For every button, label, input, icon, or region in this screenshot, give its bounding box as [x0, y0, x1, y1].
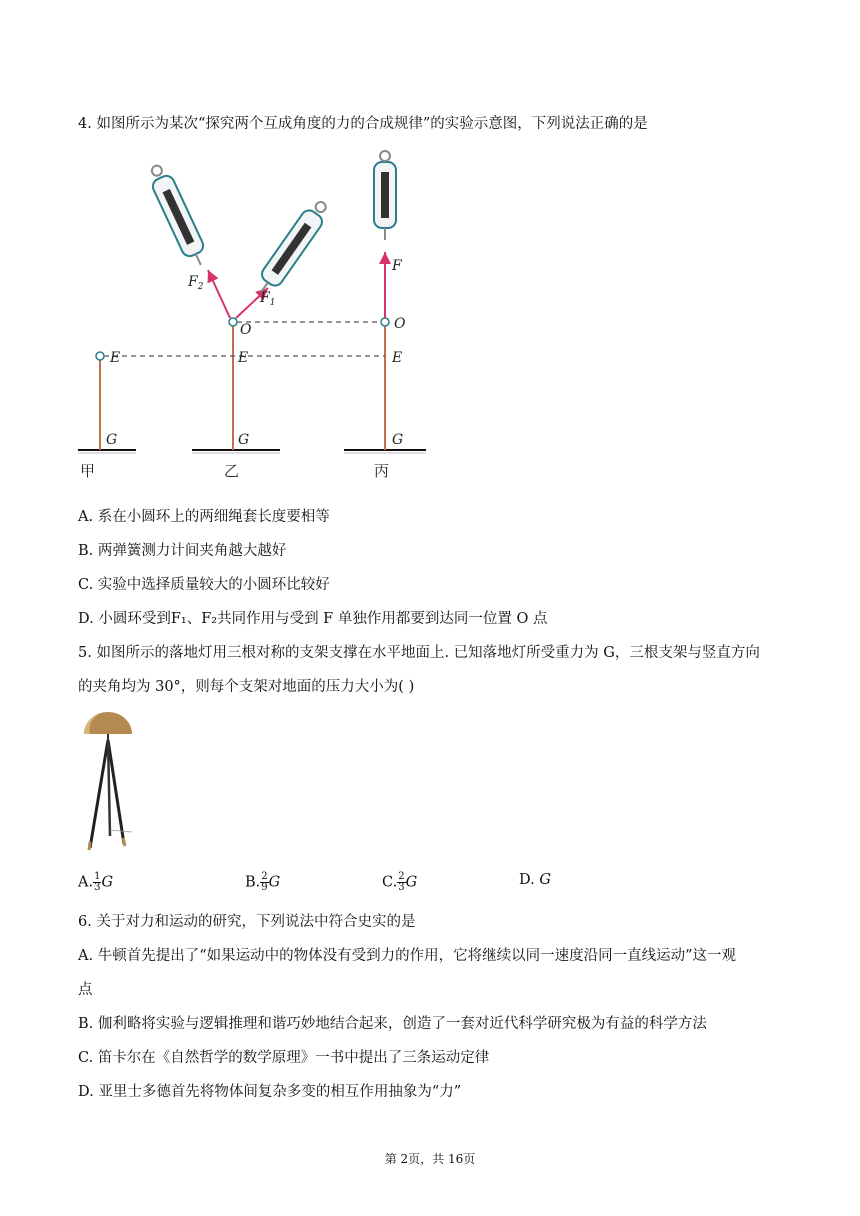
q6-stem: 6. 关于对力和运动的研究，下列说法中符合史实的是: [78, 914, 416, 930]
q6-option-b: B. 伽利略将实验与逻辑推理和谐巧妙地结合起来，创造了一套对近代科学研究极为有益的科学方法: [78, 1016, 707, 1032]
label-E-bing: E: [392, 350, 403, 366]
q4-option-b: B. 两弹簧测力计间夹角越大越好: [78, 543, 287, 559]
panel-label-yi: 乙: [224, 462, 240, 480]
q4-option-d: D. 小圆环受到F₁、F₂共同作用与受到 F 单独作用都要到达同一位置 O 点: [78, 611, 548, 627]
spring-scale-left: [145, 162, 211, 270]
q5-option-b: B. $\frac{2}{9}$ G: [245, 871, 281, 893]
q4-stem: 4. 如图所示为某次“探究两个互成角度的力的合成规律”的实验示意图，下列说法正确的是: [78, 116, 648, 132]
label-F: F: [392, 258, 402, 274]
q5-option-c: C. $\frac{2}{3}$ G: [382, 871, 418, 893]
label-G-yi: G: [238, 432, 250, 448]
label-O-yi: O: [240, 322, 252, 338]
q5-stem-line2: 的夹角均为 30°，则每个支架对地面的压力大小为( ): [78, 679, 415, 695]
q6-option-a-line1: A. 牛顿首先提出了“如果运动中的物体没有受到力的作用，它将继续以同一速度沿同一直线运动”这一观: [78, 948, 737, 964]
label-E-yi: E: [238, 350, 249, 366]
panel-label-jia: 甲: [80, 462, 96, 480]
spring-scale-right: [252, 197, 333, 299]
figure-labels: [106, 258, 406, 448]
panel-label-bing: 丙: [374, 462, 390, 480]
q6-option-d: D. 亚里士多德首先将物体间复杂多变的相互作用抽象为“力”: [78, 1084, 462, 1100]
label-E-jia: E: [110, 350, 121, 366]
q4-figure: [70, 148, 440, 488]
spring-scale-bing: [374, 151, 396, 240]
ring-O-bing: [381, 318, 389, 326]
q6-option-c: C. 笛卡尔在《自然哲学的数学原理》一书中提出了三条运动定律: [78, 1050, 490, 1066]
ring-O-yi: [229, 318, 237, 326]
q5-option-d: D. G: [519, 872, 551, 888]
q4-option-a: A. 系在小圆环上的两细绳套长度要相等: [78, 509, 330, 525]
ring-E-jia: [96, 352, 104, 360]
label-F1: $F_1$: [260, 290, 276, 308]
q5-stem-line1: 5. 如图所示的落地灯用三根对称的支架支撑在水平地面上. 已知落地灯所受重力为 G，三根支架与竖直方向: [78, 645, 760, 661]
label-O-bing: O: [394, 316, 406, 332]
q4-option-c: C. 实验中选择质量较大的小圆环比较好: [78, 577, 330, 593]
label-G-bing: G: [392, 432, 404, 448]
floor-lamp-image: [80, 710, 136, 852]
q6-option-a-line2: 点: [78, 982, 93, 998]
label-F2: $F_2$: [188, 274, 204, 292]
page-footer: 第 2页，共 16页: [384, 1152, 476, 1166]
q5-option-a: A. $\frac{1}{3}$ G: [78, 871, 114, 893]
label-G-jia: G: [106, 432, 118, 448]
